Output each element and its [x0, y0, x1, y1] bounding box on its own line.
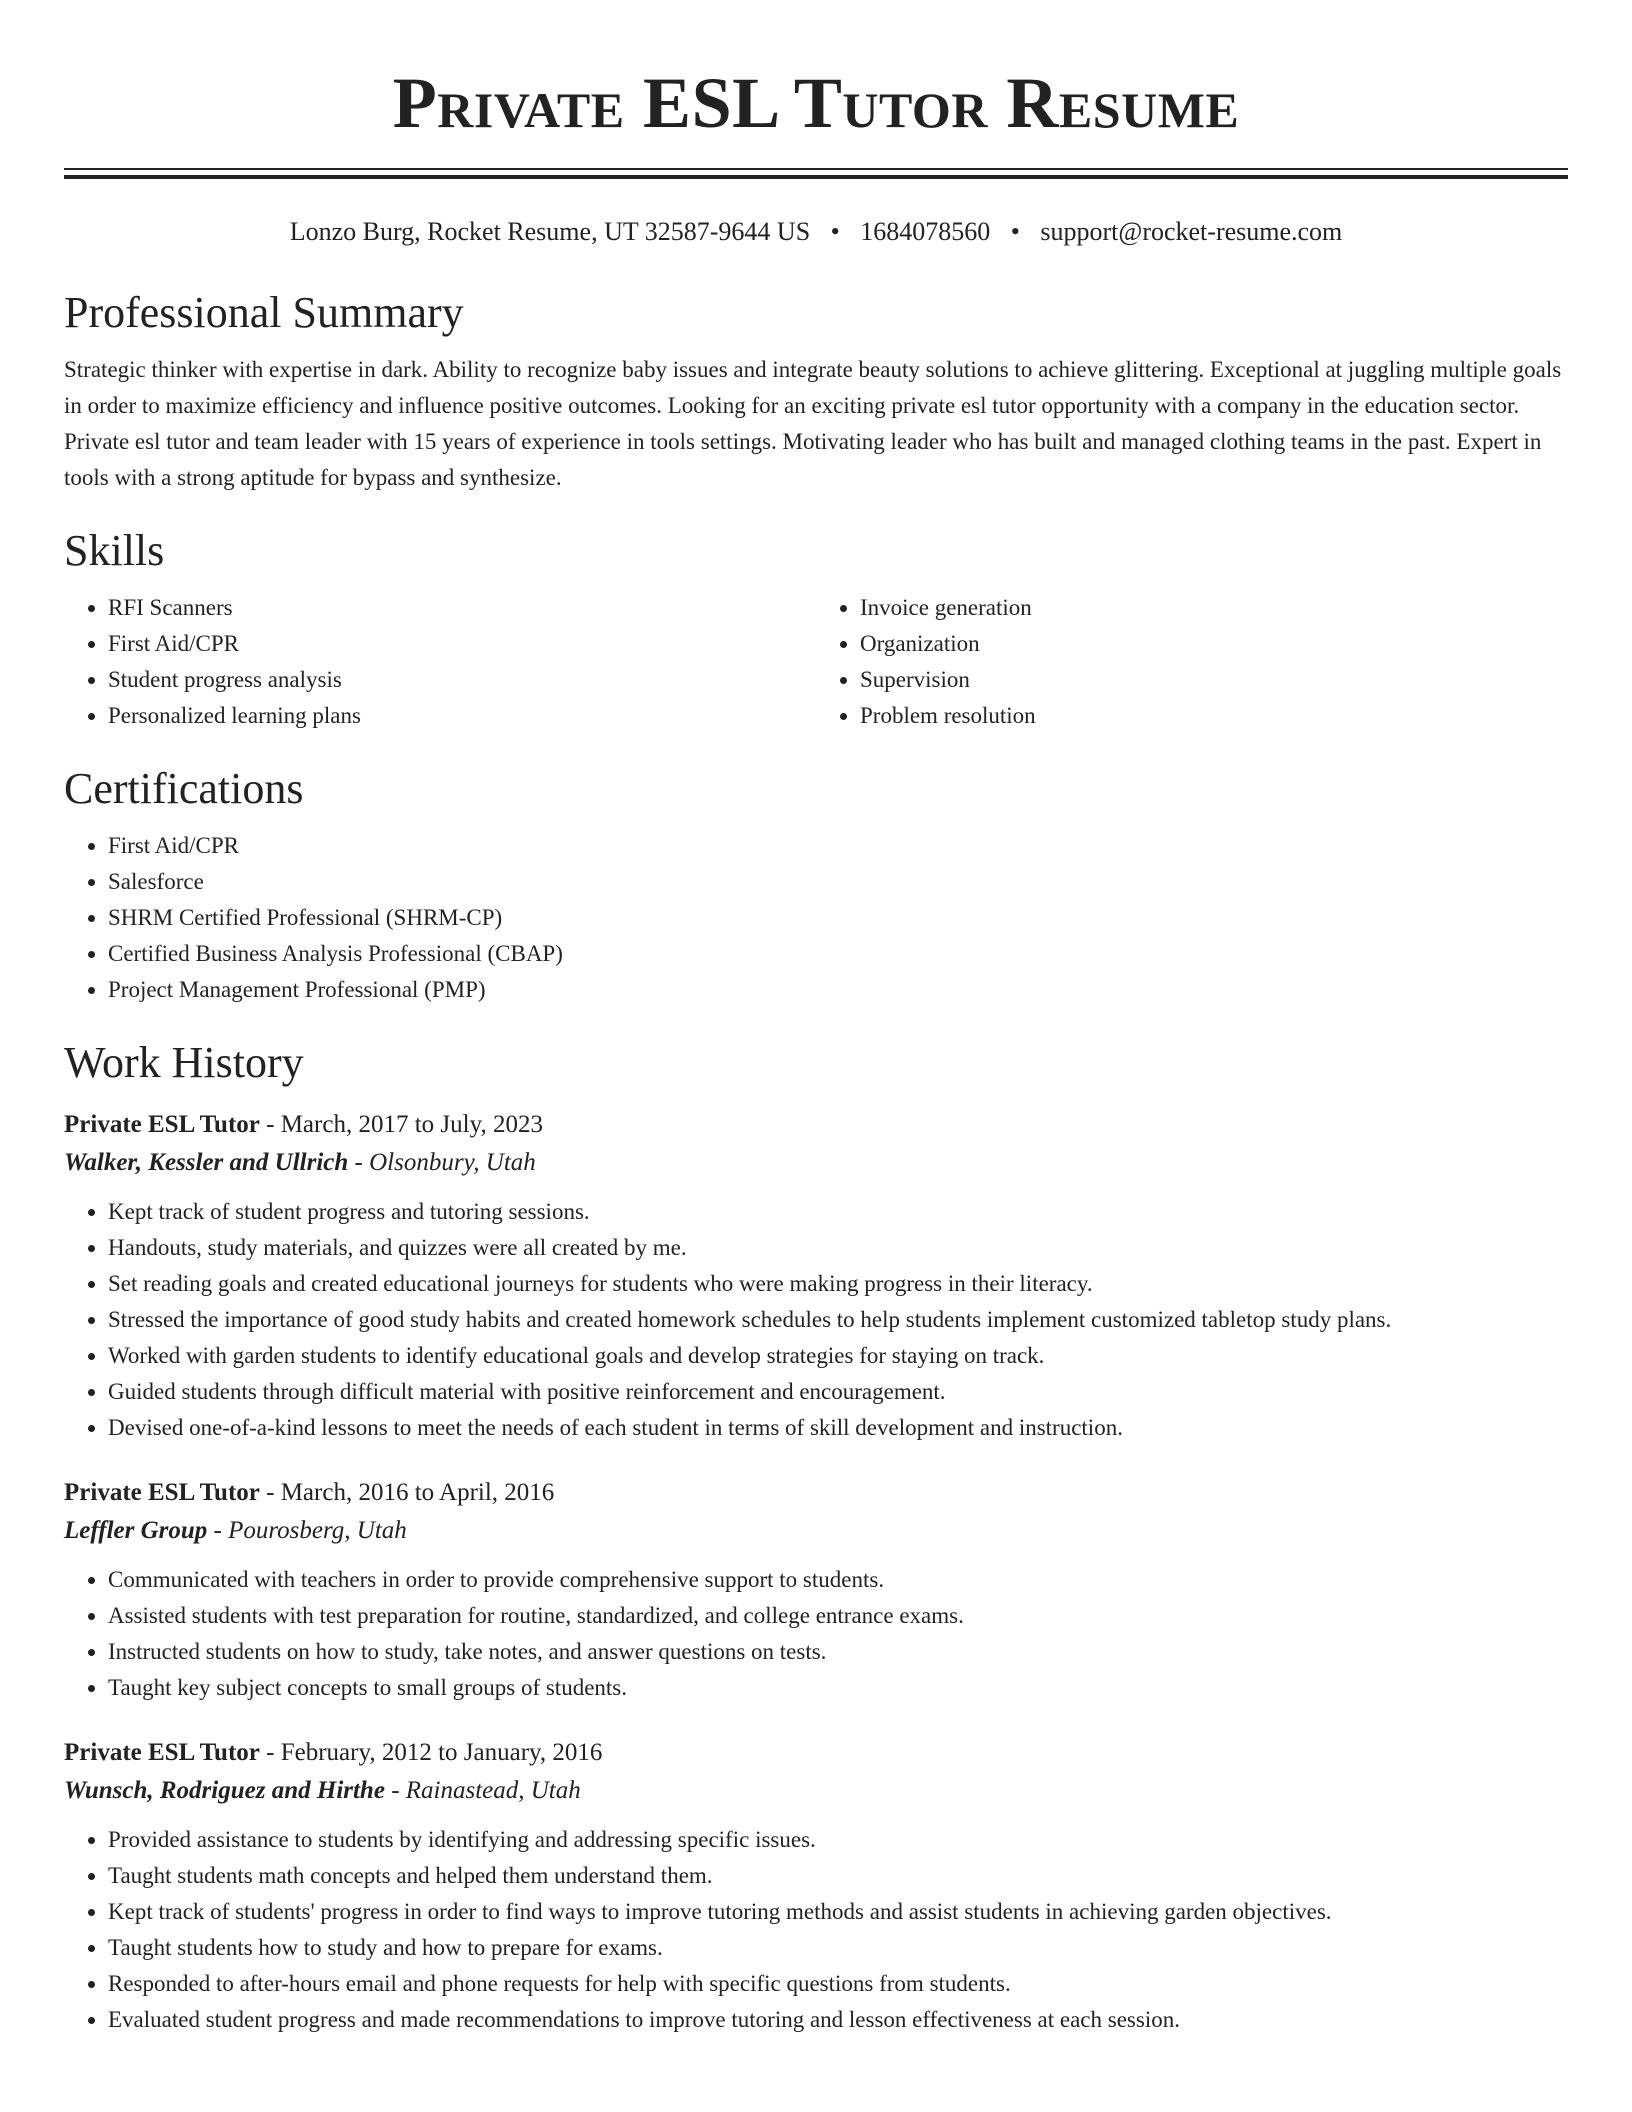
title-rule-thick — [64, 175, 1568, 179]
job-header — [64, 1106, 1568, 1144]
skills-section — [64, 524, 1568, 734]
job-bullets — [64, 1822, 1568, 2038]
job-title: Private ESL Tutor — [64, 1111, 260, 1138]
job-employer — [64, 1144, 1568, 1182]
job-bullet: • Communicated with teachers in order to provide comprehensive support to students. — [108, 1562, 1568, 1598]
job-company: Wunsch, Rodriguez and Hirthe — [64, 1777, 385, 1804]
job-bullet: • Handouts, study materials, and quizzes were all created by me. — [108, 1230, 1568, 1266]
job-title: Private ESL Tutor — [64, 1479, 260, 1506]
skills-heading: Skills — [64, 526, 165, 575]
job-bullet: • Guided students through difficult material with positive reinforcement and encouragement. — [108, 1374, 1568, 1410]
title-rule-thin — [64, 168, 1568, 170]
contact-email: support@rocket-resume.com — [1040, 217, 1343, 246]
summary-section — [64, 286, 1568, 496]
job-bullet: • Kept track of student progress and tutoring sessions. — [108, 1194, 1568, 1230]
job-bullet: • Provided assistance to students by identifying and addressing specific issues. — [108, 1822, 1568, 1858]
job-bullet: • Taught students how to study and how to prepare for exams. — [108, 1930, 1568, 1966]
contact-line — [0, 214, 1632, 250]
job-bullets — [64, 1562, 1568, 1706]
work-history-heading: Work History — [64, 1038, 304, 1087]
resume-title: Private ESL Tutor Resume — [392, 63, 1240, 143]
certifications-section — [64, 762, 1568, 1008]
job-bullet: • Taught key subject concepts to small groups of students. — [108, 1670, 1568, 1706]
job-company: Leffler Group — [64, 1517, 208, 1544]
job-employer — [64, 1772, 1568, 1810]
contact-separator: • — [830, 217, 840, 246]
contact-phone: 1684078560 — [860, 217, 991, 246]
certification-item: • SHRM Certified Professional (SHRM-CP) — [108, 900, 1568, 936]
skills-columns — [64, 590, 1568, 734]
work-history-section — [64, 1036, 1568, 2038]
skill-item: • RFI Scanners — [108, 590, 816, 626]
skill-item: • Personalized learning plans — [108, 698, 816, 734]
job-dates: - February, 2012 to January, 2016 — [266, 1739, 603, 1766]
certifications-heading: Certifications — [64, 764, 304, 813]
job-employer — [64, 1512, 1568, 1550]
certification-item: • Certified Business Analysis Professional (CBAP) — [108, 936, 1568, 972]
job-title: Private ESL Tutor — [64, 1739, 260, 1766]
job-entry — [64, 1734, 1568, 2038]
job-header — [64, 1474, 1568, 1512]
job-bullets — [64, 1194, 1568, 1446]
skills-list-right — [816, 590, 1568, 734]
skill-item: • Problem resolution — [860, 698, 1568, 734]
summary-heading: Professional Summary — [64, 288, 464, 337]
contact-separator: • — [1010, 217, 1020, 246]
skill-item: • First Aid/CPR — [108, 626, 816, 662]
skills-list-left — [64, 590, 816, 734]
certification-item: • Project Management Professional (PMP) — [108, 972, 1568, 1008]
skill-item: • Supervision — [860, 662, 1568, 698]
job-location: - Pourosberg, Utah — [213, 1517, 407, 1544]
job-bullet: • Assisted students with test preparation for routine, standardized, and college entrance exams. — [108, 1598, 1568, 1634]
certification-item: • First Aid/CPR — [108, 828, 1568, 864]
job-dates: - March, 2017 to July, 2023 — [266, 1111, 543, 1138]
summary-text: Strategic thinker with expertise in dark. Ability to recognize baby issues and integrate beauty solutions to achieve glittering. Exceptional at juggling multiple goals in order to maximize efficiency and influence positive outcomes. Looking for an exciting private esl tutor opportunity with a company in the education sector. Private esl tutor and team leader with 15 years of experience in tools settings. Motivating leader who has built and managed clothing teams in the past. Expert in tools with a strong aptitude for bypass and synthesize. — [64, 357, 1562, 490]
job-bullet: • Evaluated student progress and made recommendations to improve tutoring and lesson effectiveness at each session. — [108, 2002, 1568, 2038]
job-bullet: • Devised one-of-a-kind lessons to meet the needs of each student in terms of skill development and instruction. — [108, 1410, 1568, 1446]
job-entry — [64, 1474, 1568, 1706]
job-bullet: • Responded to after-hours email and phone requests for help with specific questions from students. — [108, 1966, 1568, 2002]
certifications-list — [64, 828, 1568, 1008]
job-bullet: • Set reading goals and created educational journeys for students who were making progress in their literacy. — [108, 1266, 1568, 1302]
job-bullet: • Instructed students on how to study, take notes, and answer questions on tests. — [108, 1634, 1568, 1670]
job-company: Walker, Kessler and Ullrich — [64, 1149, 349, 1176]
job-location: - Rainastead, Utah — [391, 1777, 581, 1804]
contact-address: Lonzo Burg, Rocket Resume, UT 32587-9644 US — [289, 217, 811, 246]
skill-item: • Organization — [860, 626, 1568, 662]
certification-item: • Salesforce — [108, 864, 1568, 900]
job-bullet: • Kept track of students' progress in order to find ways to improve tutoring methods and assist students in achieving garden objectives. — [108, 1894, 1568, 1930]
job-entry — [64, 1106, 1568, 1446]
job-dates: - March, 2016 to April, 2016 — [266, 1479, 555, 1506]
job-bullet: • Worked with garden students to identify educational goals and develop strategies for staying on track. — [108, 1338, 1568, 1374]
job-location: - Olsonbury, Utah — [354, 1149, 536, 1176]
job-header — [64, 1734, 1568, 1772]
skill-item: • Invoice generation — [860, 590, 1568, 626]
job-bullet: • Stressed the importance of good study habits and created homework schedules to help students implement customized tabletop study plans. — [108, 1302, 1568, 1338]
skill-item: • Student progress analysis — [108, 662, 816, 698]
resume-content — [64, 286, 1568, 2038]
job-bullet: • Taught students math concepts and helped them understand them. — [108, 1858, 1568, 1894]
